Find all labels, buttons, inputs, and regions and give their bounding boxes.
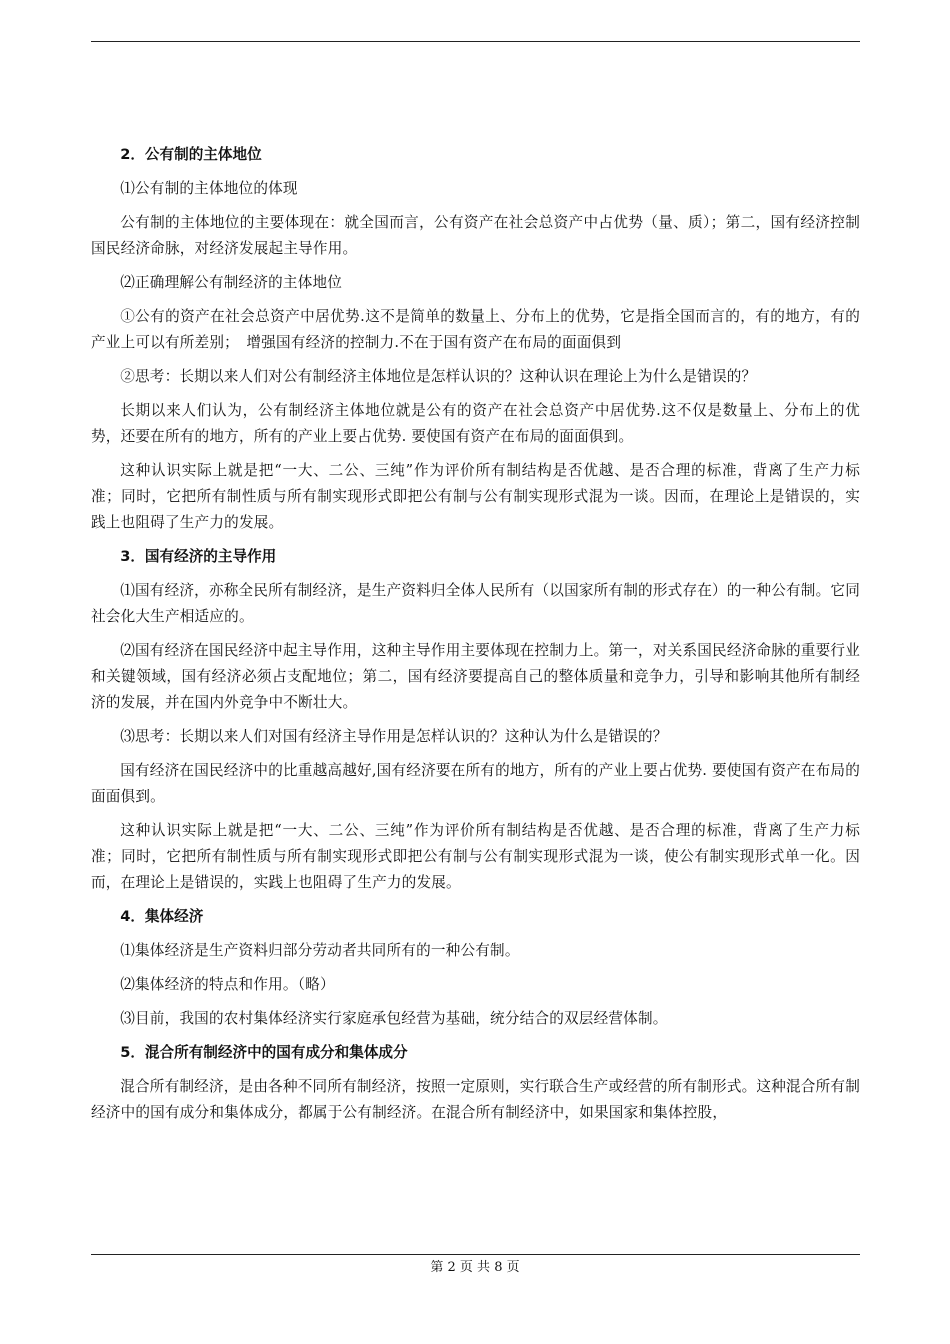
document-body: [91, 142, 860, 1134]
paragraph: ①公有的资产在社会总资产中居优势.这不是简单的数量上、分布上的优势，它是指全国而言的，有的地方，有的产业上可以有所差别； 增强国有经济的控制力.不在于国有资产在布局的面面俱到: [91, 308, 860, 351]
paragraph: ⑴集体经济是生产资料归部分劳动者共同所有的一种公有制。: [120, 942, 520, 959]
section-heading-3: 3．国有经济的主导作用: [120, 548, 277, 565]
paragraph: ⑶思考：长期以来人们对国有经济主导作用是怎样认识的？这种认为什么是错误的？: [120, 728, 668, 745]
paragraph: ⑴国有经济，亦称全民所有制经济，是生产资料归全体人民所有（以国家所有制的形式存在）的一种公有制。它同社会化大生产相适应的。: [91, 582, 860, 625]
paragraph: 这种认识实际上就是把“一大、二公、三纯”作为评价所有制结构是否优越、是否合理的标准，背离了生产力标准；同时，它把所有制性质与所有制实现形式即把公有制与公有制实现形式混为一谈，使公有制实现形式单一化。因而，在理论上是错误的，实践上也阻碍了生产力的发展。: [91, 822, 860, 891]
paragraph: ②思考：长期以来人们对公有制经济主体地位是怎样认识的？这种认识在理论上为什么是错误的？: [120, 368, 757, 385]
paragraph: 国有经济在国民经济中的比重越高越好,国有经济要在所有的地方，所有的产业上要占优势. 要使国有资产在布局的面面俱到。: [91, 762, 860, 805]
paragraph: 这种认识实际上就是把“一大、二公、三纯”作为评价所有制结构是否优越、是否合理的标准，背离了生产力标准；同时，它把所有制性质与所有制实现形式即把公有制与公有制实现形式混为一谈。因而，在理论上是错误的，实践上也阻碍了生产力的发展。: [91, 462, 860, 531]
subheading: ⑴公有制的主体地位的体现: [120, 180, 298, 197]
paragraph: ⑵国有经济在国民经济中起主导作用，这种主导作用主要体现在控制力上。第一，对关系国民经济命脉的重要行业和关键领域，国有经济必须占支配地位；第二，国有经济要提高自己的整体质量和竞争力，引导和影响其他所有制经济的发展，并在国内外竞争中不断壮大。: [91, 642, 860, 711]
section-heading-5: 5．混合所有制经济中的国有成分和集体成分: [120, 1044, 408, 1061]
section-heading-4: 4．集体经济: [120, 908, 204, 925]
paragraph: 公有制的主体地位的主要体现在：就全国而言，公有资产在社会总资产中占优势（量、质）；第二，国有经济控制国民经济命脉，对经济发展起主导作用。: [91, 214, 860, 257]
paragraph: 长期以来人们认为，公有制经济主体地位就是公有的资产在社会总资产中居优势.这不仅是数量上、分布上的优势，还要在所有的地方，所有的产业上要占优势. 要使国有资产在布局的面面俱到。: [91, 402, 860, 445]
header-rule: [91, 41, 860, 42]
paragraph: ⑶目前，我国的农村集体经济实行家庭承包经营为基础，统分结合的双层经营体制。: [120, 1010, 668, 1027]
paragraph: ⑵集体经济的特点和作用。（略）: [120, 976, 335, 993]
subheading: ⑵正确理解公有制经济的主体地位: [120, 274, 343, 291]
footer-rule: [91, 1254, 860, 1255]
section-heading-2: 2．公有制的主体地位: [120, 146, 262, 163]
paragraph: 混合所有制经济，是由各种不同所有制经济，按照一定原则，实行联合生产或经营的所有制形式。这种混合所有制经济中的国有成分和集体成分，都属于公有制经济。在混合所有制经济中，如果国家和集体控股，: [91, 1078, 860, 1121]
page-number: 第 2 页 共 8 页: [430, 1260, 520, 1275]
